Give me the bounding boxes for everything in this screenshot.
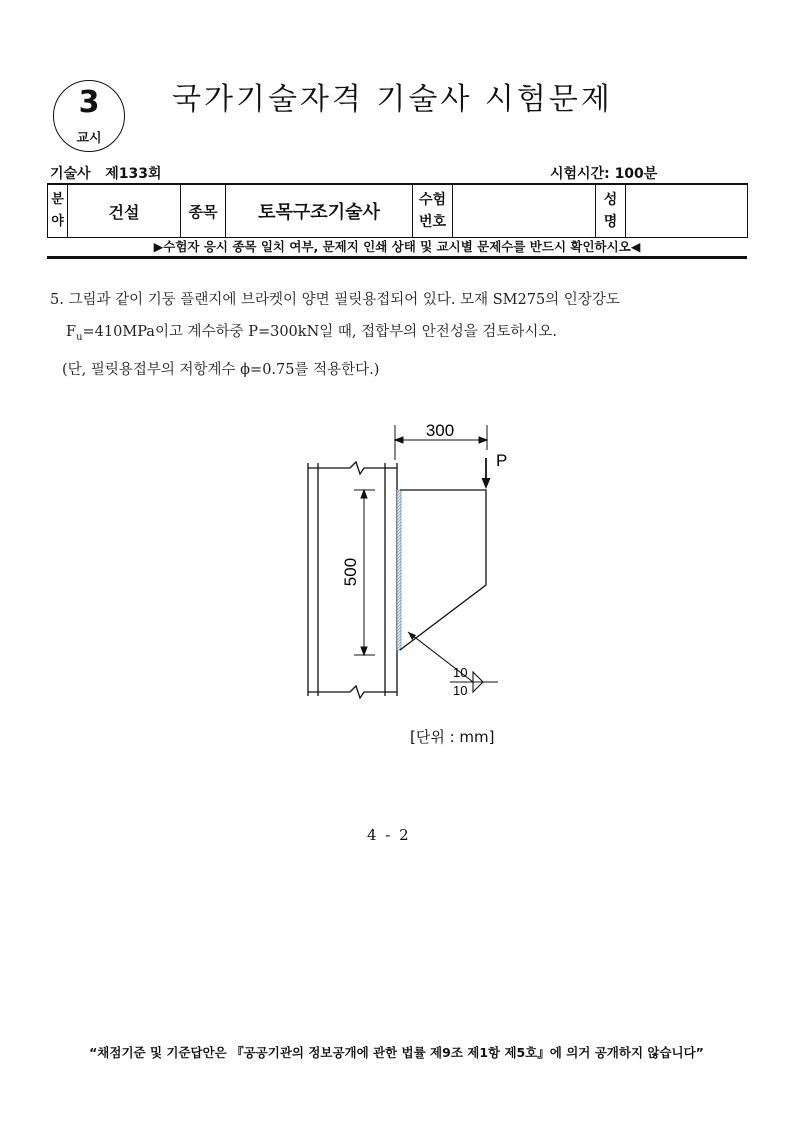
field-label: 분야 — [48, 184, 68, 238]
session-badge — [53, 80, 125, 152]
question-line-3: (단, 필릿용접부의 저항계수 ϕ=0.75를 적용한다.) — [62, 361, 380, 378]
name-label: 성명 — [596, 184, 626, 238]
bracket-figure — [300, 410, 530, 710]
exam-number-field[interactable] — [453, 184, 596, 238]
session-label: 교시 — [76, 131, 102, 146]
unit-label: [단위 : mm] — [410, 728, 495, 746]
name-field[interactable] — [626, 184, 748, 238]
question-line-1 — [50, 284, 760, 316]
notice-bar: ▶수험자 응시 종목 일치 여부, 문제지 인쇄 상태 및 교시별 문제수를 반드시 확인하시오◀ — [47, 238, 747, 259]
fillet-weld — [397, 490, 401, 650]
bracket-plate — [400, 490, 486, 650]
exam-info-table — [47, 183, 748, 238]
session-number: 3 — [78, 85, 100, 120]
dim-vertical-label: 500 — [341, 557, 360, 587]
page-title: 국가기술자격 기술사 시험문제 — [172, 82, 613, 117]
footer-note: “채점기준 및 기준답안은 『공공기관의 정보공개에 관한 법률 제9조 제1항 제5호』에 의거 공개하지 않습니다” — [89, 1045, 704, 1060]
question-text — [50, 284, 760, 386]
category-label: 종목 — [181, 184, 226, 238]
dim-horizontal-label: 300 — [425, 421, 455, 440]
category-value: 토목구조기술사 — [226, 184, 413, 238]
question-number: 5. — [50, 292, 64, 308]
exam-time: 시험시간: 100분 — [550, 166, 658, 182]
exam-round: 기술사 제133회 — [50, 166, 162, 182]
load-label: P — [496, 451, 508, 470]
exam-number-label: 수험번호 — [413, 184, 453, 238]
field-value: 건설 — [68, 184, 181, 238]
page-number: 4 - 2 — [367, 826, 411, 844]
question-line-2: $F_u=410MPa$이고 계수하중 P=300kN일 때, 접합부의 안전성을 검토하시오. — [66, 324, 558, 343]
weld-size-bottom: 10 — [453, 683, 468, 698]
question-line-1-text: 그림과 같이 기둥 플랜지에 브라켓이 양면 필릿용접되어 있다. 모재 SM275의 인장강도 — [68, 292, 620, 308]
weld-size-top: 10 — [453, 665, 468, 680]
